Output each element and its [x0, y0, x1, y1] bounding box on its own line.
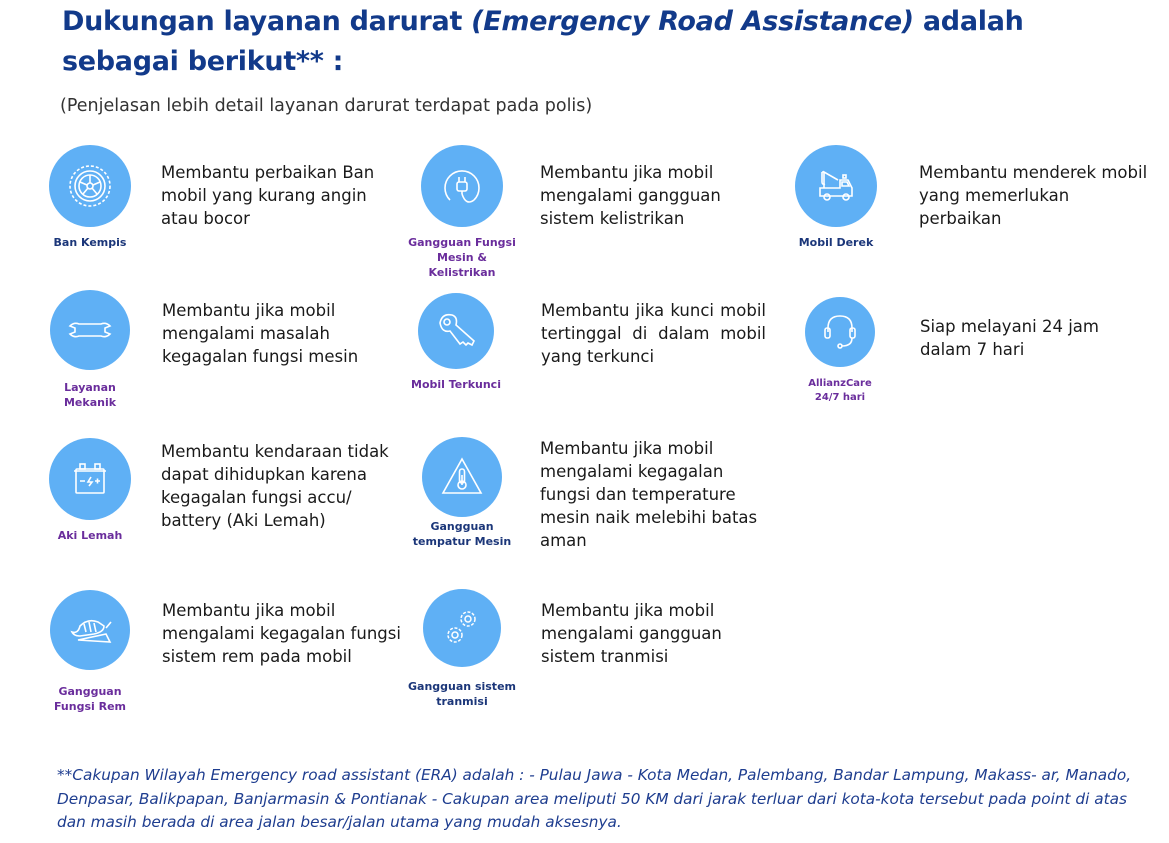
- car-key-icon: [430, 305, 482, 357]
- icon-circle: [50, 290, 130, 370]
- gears-icon: [436, 602, 488, 654]
- service-icon-box: [406, 293, 506, 392]
- title-text-end: adalah sebagai berikut** :: [62, 6, 1024, 77]
- wrench-icon: [64, 304, 116, 356]
- service-description: Siap melayani 24 jam dalam 7 hari: [920, 317, 1099, 359]
- flat-tire-icon: [64, 160, 116, 212]
- service-description: Membantu jika mobil mengalami gangguan sistem kelistrikan: [540, 163, 721, 228]
- car-battery-icon: [64, 453, 116, 505]
- icon-circle: [421, 145, 503, 227]
- service-label: AllianzCare 24/7 hari: [808, 378, 872, 403]
- service-label: Ban Kempis: [53, 236, 127, 249]
- service-label: Aki Lemah: [57, 529, 123, 542]
- service-label: Mobil Terkunci: [411, 378, 501, 391]
- service-description: Membantu jika mobil mengalami masalah kegagalan fungsi mesin: [162, 301, 359, 366]
- service-label: Gangguan sistem tranmisi: [408, 680, 516, 708]
- service-label: Layanan Mekanik: [63, 381, 117, 409]
- service-description: Membantu jika mobil mengalami kegagalan fungsi sistem rem pada mobil: [162, 601, 401, 666]
- service-icon-box: [790, 297, 890, 405]
- service-description: Membantu jika mobil mengalami gangguan sistem tranmisi: [541, 601, 722, 666]
- service-label: Gangguan tempatur Mesin: [412, 520, 512, 548]
- service-icon-box: [408, 145, 516, 280]
- coverage-footnote: **Cakupan Wilayah Emergency road assistant (ERA) adalah : - Pulau Jawa - Kota Medan, Palembang, Bandar Lampung, Makass- ar, Manado, Denpasar, Balikpapan, Banjarmasin & Pontianak - Cakupan area meliputi 50 KM dari jarak terluar dari kota-kota tersebut pada point di atas dan masih berada di area jalan besar/jalan utama yang mudah aksesnya.: [57, 766, 1132, 831]
- service-icon-box: [40, 438, 140, 543]
- icon-circle: [49, 438, 131, 520]
- service-icon-box: [412, 437, 512, 549]
- temperature-warning-icon: [436, 451, 488, 503]
- electric-plug-icon: [436, 160, 488, 212]
- icon-circle: [805, 297, 875, 367]
- headset-icon: [814, 306, 866, 358]
- service-description: Membantu jika mobil mengalami kegagalan fungsi dan temperature mesin naik melebihi batas aman: [540, 439, 758, 550]
- subtitle: (Penjelasan lebih detail layanan darurat terdapat pada polis): [60, 96, 593, 116]
- service-label: Mobil Derek: [798, 236, 874, 249]
- service-description: Membantu kendaraan tidak dapat dihidupkan karena kegagalan fungsi accu/ battery (Aki Lemah): [161, 442, 389, 530]
- service-icon-box: [40, 145, 140, 250]
- service-icon-box: [40, 590, 140, 714]
- icon-circle: [418, 293, 494, 369]
- icon-circle: [49, 145, 131, 227]
- service-description: Membantu jika kunci mobil tertinggal di dalam mobil yang terkunci: [541, 301, 766, 366]
- service-description: Membantu perbaikan Ban mobil yang kurang angin atau bocor: [161, 163, 375, 228]
- title-italic-text: (Emergency Road Assistance): [471, 6, 914, 37]
- icon-circle: [423, 589, 501, 667]
- service-icon-box: [40, 290, 140, 410]
- service-label: Gangguan Fungsi Rem: [53, 685, 127, 713]
- service-label: Gangguan Fungsi Mesin & Kelistrikan: [408, 236, 516, 279]
- service-description: Membantu menderek mobil yang memerlukan perbaikan: [919, 163, 1148, 228]
- title-text: Dukungan layanan darurat: [62, 6, 472, 37]
- page-title: [62, 2, 1062, 82]
- service-icon-box: [408, 589, 516, 709]
- service-icon-box: [786, 145, 886, 250]
- icon-circle: [50, 590, 130, 670]
- tow-truck-icon: [810, 160, 862, 212]
- icon-circle: [795, 145, 877, 227]
- icon-circle: [422, 437, 502, 517]
- brake-pedal-icon: [64, 604, 116, 656]
